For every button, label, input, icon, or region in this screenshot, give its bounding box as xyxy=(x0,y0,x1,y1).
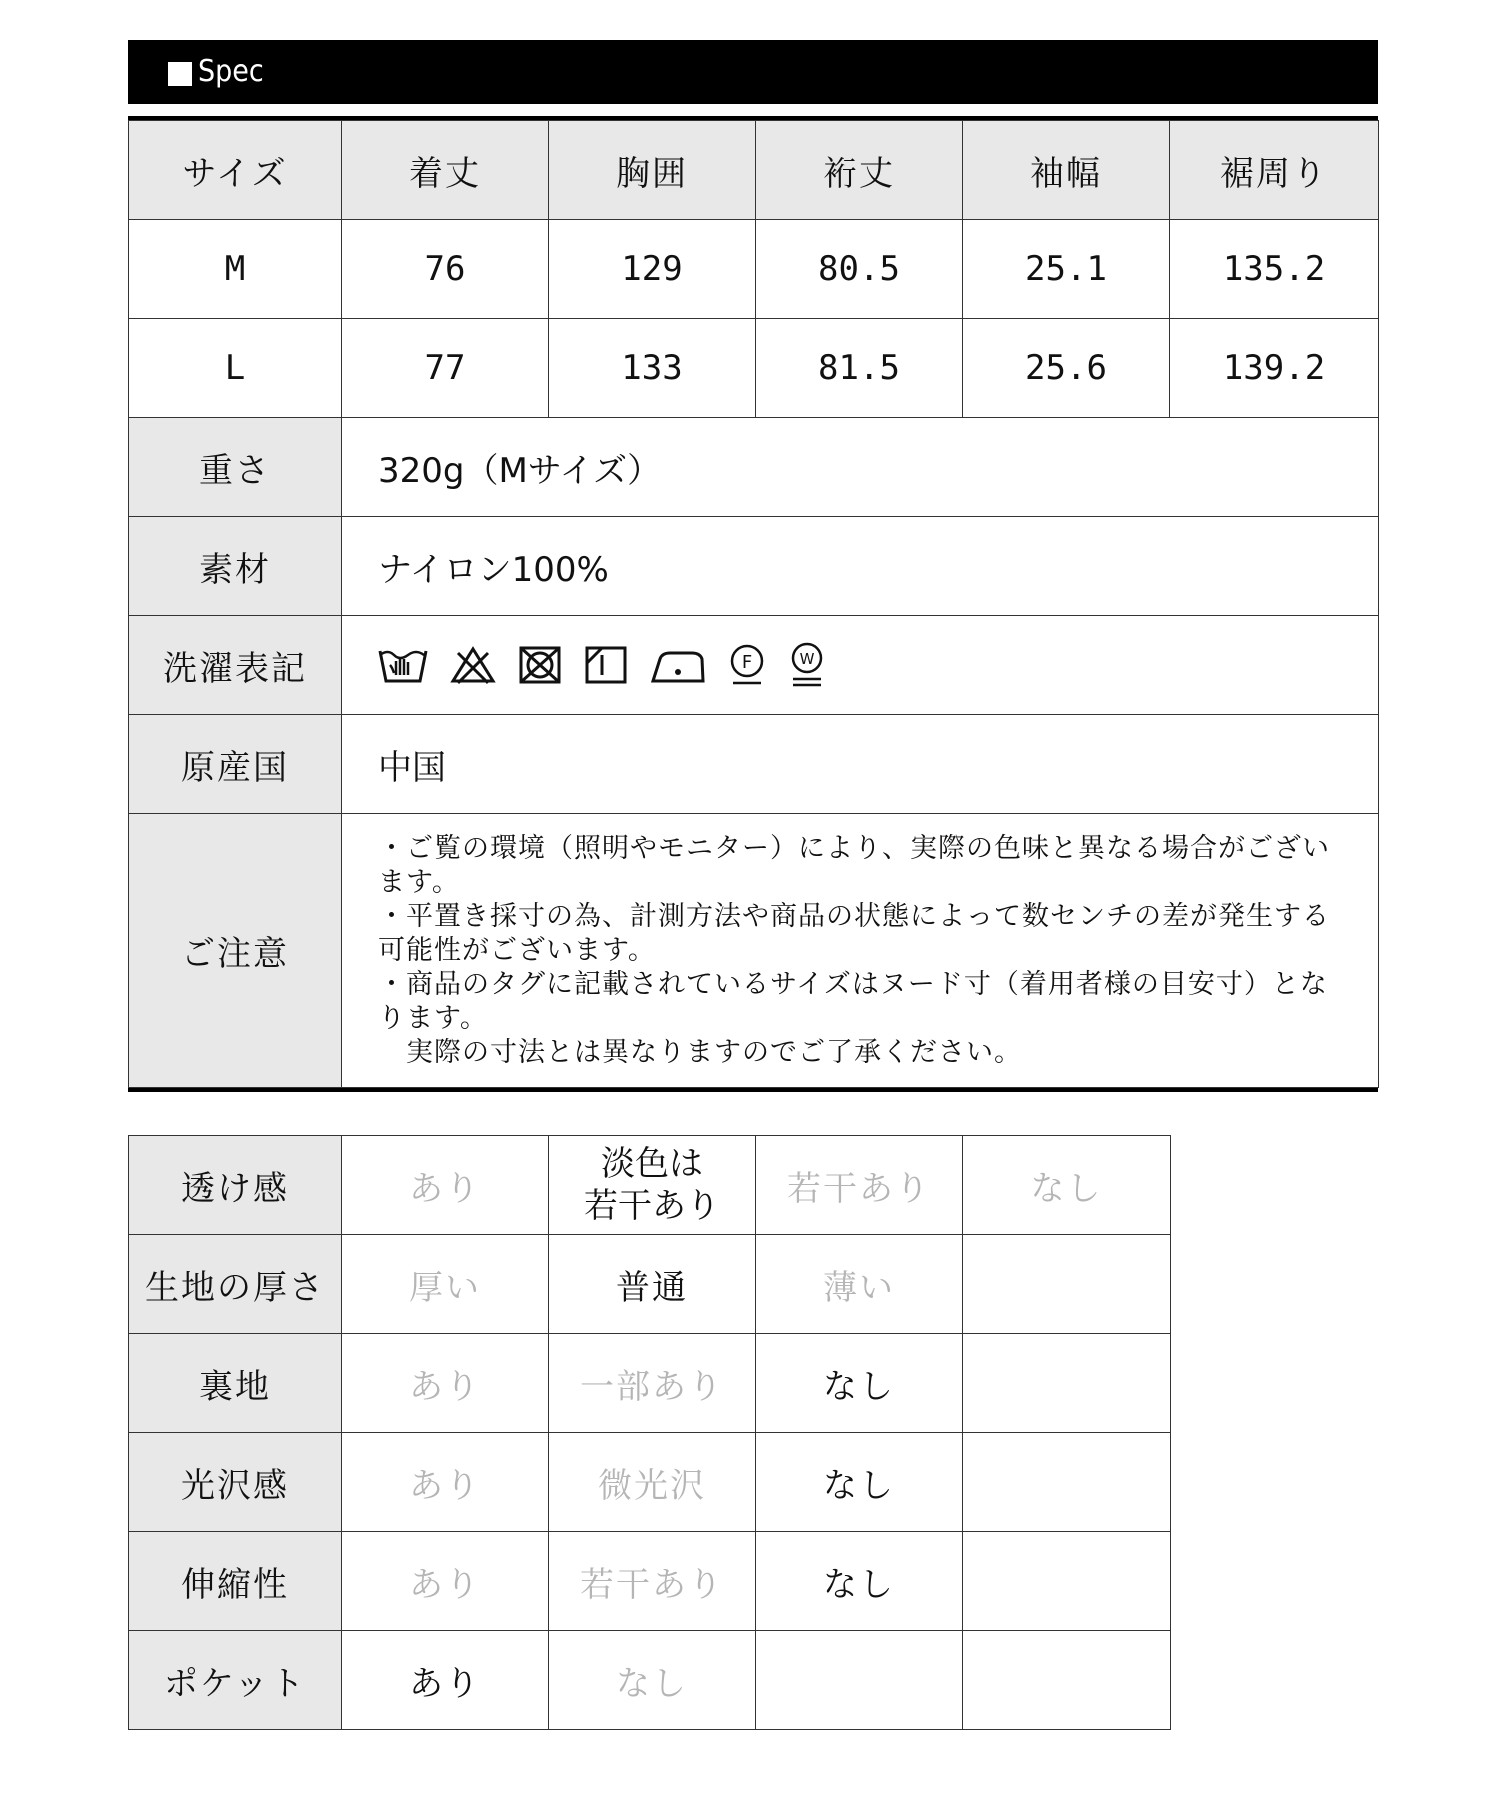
material-label: 素材 xyxy=(129,517,342,616)
notes-line: ・平置き採寸の為、計測方法や商品の状態によって数センチの差が発生する可能性がございます。 xyxy=(378,900,1330,966)
weight-value: 320g（Mサイズ） xyxy=(342,418,1379,517)
fabric-option xyxy=(963,1334,1171,1433)
notes-row xyxy=(129,814,1379,1088)
weight-label: 重さ xyxy=(129,418,342,517)
notes-line: 実際の寸法とは異なりますのでご了承ください。 xyxy=(378,1036,1022,1068)
size-cell: L xyxy=(129,319,342,418)
size-cell: 135.2 xyxy=(1170,220,1379,319)
size-cell: 25.6 xyxy=(963,319,1170,418)
fabric-row xyxy=(129,1334,1171,1433)
fabric-option-selected xyxy=(549,1136,756,1235)
fabric-option: あり xyxy=(342,1532,549,1631)
fabric-option-selected: なし xyxy=(756,1433,963,1532)
fabric-row xyxy=(129,1631,1171,1730)
origin-value: 中国 xyxy=(342,715,1379,814)
size-cell: 76 xyxy=(342,220,549,319)
header-sleeve-length: 裄丈 xyxy=(756,121,963,220)
fabric-row-label: 光沢感 xyxy=(129,1433,342,1532)
fabric-option: 厚い xyxy=(342,1235,549,1334)
size-cell: M xyxy=(129,220,342,319)
fabric-option: 若干あり xyxy=(549,1532,756,1631)
no-tumble-dry-icon xyxy=(518,645,562,685)
wet-clean-w-icon xyxy=(788,641,826,689)
hand-wash-icon xyxy=(378,645,428,685)
fabric-row-label: 伸縮性 xyxy=(129,1532,342,1631)
fabric-option: 微光沢 xyxy=(549,1433,756,1532)
size-cell: 81.5 xyxy=(756,319,963,418)
fabric-row-label: 裏地 xyxy=(129,1334,342,1433)
fabric-option-selected: なし xyxy=(756,1532,963,1631)
fabric-row xyxy=(129,1433,1171,1532)
fabric-row xyxy=(129,1136,1171,1235)
fabric-option-line: 若干あり xyxy=(584,1186,720,1226)
spec-title: Spec xyxy=(198,54,264,89)
fabric-option: あり xyxy=(342,1136,549,1235)
fabric-option xyxy=(963,1631,1171,1730)
size-cell: 129 xyxy=(549,220,756,319)
fabric-option-selected: なし xyxy=(756,1334,963,1433)
origin-row xyxy=(129,715,1379,814)
notes-line: ・商品のタグに記載されているサイズはヌード寸（着用者様の目安寸）となります。 xyxy=(378,968,1328,1034)
fabric-option-selected: あり xyxy=(342,1631,549,1730)
header-chest: 胸囲 xyxy=(549,121,756,220)
fabric-row xyxy=(129,1235,1171,1334)
fabric-option-line: 淡色は xyxy=(601,1144,703,1184)
dry-clean-f-icon xyxy=(728,643,766,687)
care-icons-cell xyxy=(342,616,1379,715)
fabric-table xyxy=(128,1135,1171,1730)
notes-label: ご注意 xyxy=(129,814,342,1088)
fabric-option xyxy=(963,1235,1171,1334)
header-size: サイズ xyxy=(129,121,342,220)
size-cell: 133 xyxy=(549,319,756,418)
material-row xyxy=(129,517,1379,616)
care-icons xyxy=(378,641,1378,689)
fabric-option: なし xyxy=(963,1136,1171,1235)
low-iron-icon xyxy=(650,645,706,685)
header-length: 着丈 xyxy=(342,121,549,220)
size-cell: 139.2 xyxy=(1170,319,1379,418)
no-bleach-icon xyxy=(450,645,496,685)
spec-header xyxy=(128,40,1378,104)
fabric-option: 薄い xyxy=(756,1235,963,1334)
header-sleeve-width: 袖幅 xyxy=(963,121,1170,220)
svg-text:F: F xyxy=(741,652,753,673)
size-header-row xyxy=(129,121,1379,220)
fabric-option: あり xyxy=(342,1334,549,1433)
bottom-divider xyxy=(128,1088,1378,1092)
notes-line: ・ご覧の環境（照明やモニター）により、実際の色味と異なる場合がございます。 xyxy=(378,832,1330,898)
size-cell: 25.1 xyxy=(963,220,1170,319)
fabric-row-label: 透け感 xyxy=(129,1136,342,1235)
size-cell: 80.5 xyxy=(756,220,963,319)
material-value: ナイロン100% xyxy=(342,517,1379,616)
size-cell: 77 xyxy=(342,319,549,418)
fabric-option: 一部あり xyxy=(549,1334,756,1433)
notes-text xyxy=(342,814,1379,1088)
size-row-l xyxy=(129,319,1379,418)
fabric-option xyxy=(963,1433,1171,1532)
size-row-m xyxy=(129,220,1379,319)
care-label: 洗濯表記 xyxy=(129,616,342,715)
fabric-option xyxy=(963,1532,1171,1631)
square-bullet-icon xyxy=(168,62,192,86)
fabric-option-selected: 普通 xyxy=(549,1235,756,1334)
header-hem: 裾周り xyxy=(1170,121,1379,220)
fabric-option: なし xyxy=(549,1631,756,1730)
weight-row xyxy=(129,418,1379,517)
fabric-option xyxy=(756,1631,963,1730)
care-row xyxy=(129,616,1379,715)
fabric-option: 若干あり xyxy=(756,1136,963,1235)
fabric-option: あり xyxy=(342,1433,549,1532)
fabric-row-label: ポケット xyxy=(129,1631,342,1730)
svg-text:W: W xyxy=(799,650,815,668)
origin-label: 原産国 xyxy=(129,715,342,814)
fabric-row-label: 生地の厚さ xyxy=(129,1235,342,1334)
fabric-row xyxy=(129,1532,1171,1631)
line-dry-shade-icon xyxy=(584,645,628,685)
spec-table xyxy=(128,120,1379,1088)
